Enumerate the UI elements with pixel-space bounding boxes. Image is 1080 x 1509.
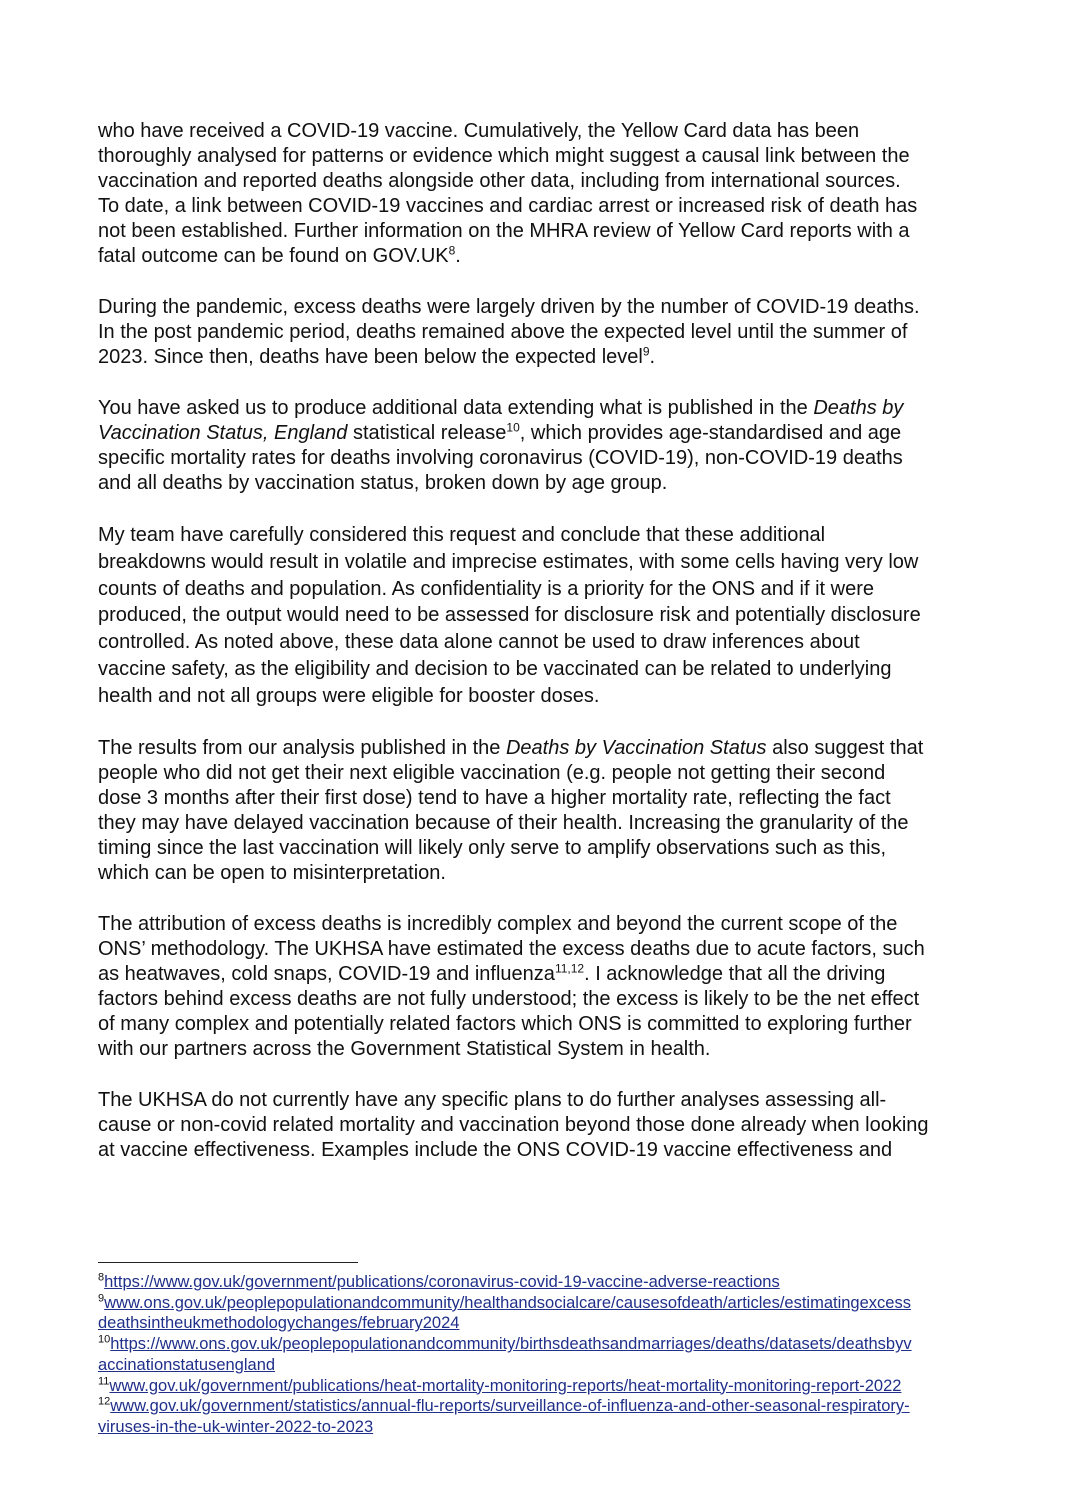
text-line xyxy=(98,1138,1018,1163)
paragraph xyxy=(98,119,1018,269)
text-line xyxy=(98,962,1018,987)
text-run: who have received a COVID-19 vaccine. Cumulatively, the Yellow Card data has been xyxy=(98,120,860,142)
text-run: factors behind excess deaths are not fully understood; the excess is likely to be the net effect xyxy=(98,987,920,1010)
text-run: In the post pandemic period, deaths remained above the expected level until the summer of xyxy=(98,321,908,343)
paragraph xyxy=(98,295,1018,370)
footnote-number: 12 xyxy=(98,1395,111,1408)
text-run: also suggest that xyxy=(766,736,924,759)
footnote xyxy=(98,1417,1018,1438)
text-run: You have asked us to produce additional data extending what is published in the xyxy=(98,397,814,419)
text-run: controlled. As noted above, these data alone cannot be used to draw inferences about xyxy=(98,631,860,654)
paragraph xyxy=(98,396,1018,496)
footnote-link[interactable]: accinationstatusengland xyxy=(98,1355,276,1374)
text-run: at vaccine effectiveness. Examples include the ONS COVID-19 vaccine effectiveness and xyxy=(98,1138,893,1161)
paragraph xyxy=(98,912,1018,1062)
text-line xyxy=(98,169,1018,194)
text-run: ONS’ methodology. The UKHSA have estimated the excess deaths due to acute factors, such xyxy=(98,937,925,960)
text-run: dose 3 months after their first dose) tend to have a higher mortality rate, reflecting the fact xyxy=(98,786,891,809)
text-line xyxy=(98,471,1018,496)
text-run: . xyxy=(649,346,656,368)
italic-title: Vaccination Status, England xyxy=(98,422,348,444)
text-line xyxy=(98,811,1018,836)
footnote xyxy=(98,1376,1018,1397)
footnote xyxy=(98,1313,1018,1334)
footnotes xyxy=(98,1272,1018,1438)
text-line xyxy=(98,549,1018,576)
text-run: they may have delayed vaccination because of their health. Increasing the granularity of the xyxy=(98,811,909,834)
text-run: vaccine safety, as the eligibility and decision to be vaccinated can be related to underlying xyxy=(98,657,892,680)
footnote-link[interactable]: www.gov.uk/government/publications/heat-mortality-monitoring-reports/heat-mortality-monitoring-report-2022 xyxy=(109,1376,902,1395)
italic-title: Deaths by xyxy=(813,397,904,419)
text-line xyxy=(98,446,1018,471)
footnote xyxy=(98,1396,1018,1417)
text-line xyxy=(98,1012,1018,1037)
text-run: fatal outcome can be found on GOV.UK xyxy=(98,245,449,267)
text-run: specific mortality rates for deaths involving coronavirus (COVID-19), non-COVID-19 deaths xyxy=(98,447,903,469)
footnote-link[interactable]: www.ons.gov.uk/peoplepopulationandcommunity/healthandsocialcare/causesofdeath/articles/estimatingexcess xyxy=(104,1293,911,1312)
paragraph xyxy=(98,736,1018,886)
footnote-reference: 11,12 xyxy=(554,960,585,975)
text-run: counts of deaths and population. As confidentiality is a priority for the ONS and if it were xyxy=(98,577,874,600)
footnote-number: 8 xyxy=(98,1271,105,1284)
footnote-divider xyxy=(98,1262,358,1263)
footnote-reference: 8 xyxy=(448,243,456,258)
text-run: produced, the output would need to be assessed for disclosure risk and potentially disclosure xyxy=(98,604,921,627)
text-run: To date, a link between COVID-19 vaccines and cardiac arrest or increased risk of death has xyxy=(98,195,918,217)
text-run: The UKHSA do not currently have any specific plans to do further analyses assessing all- xyxy=(98,1088,887,1111)
footnote-link[interactable]: www.gov.uk/government/statistics/annual-flu-reports/surveillance-of-influenza-and-other-seasonal-respiratory- xyxy=(110,1397,910,1416)
text-line xyxy=(98,656,1018,683)
text-line xyxy=(98,861,1018,886)
text-run: The attribution of excess deaths is incredibly complex and beyond the current scope of the xyxy=(98,912,898,935)
footnote xyxy=(98,1293,1018,1314)
text-line xyxy=(98,912,1018,937)
text-line xyxy=(98,1113,1018,1138)
text-line xyxy=(98,602,1018,629)
text-run: . xyxy=(455,245,461,267)
text-line xyxy=(98,683,1018,710)
italic-title: Deaths by Vaccination Status xyxy=(505,736,767,759)
footnote-number: 11 xyxy=(98,1375,110,1388)
text-line xyxy=(98,786,1018,811)
text-line xyxy=(98,244,1018,269)
text-run: breakdowns would result in volatile and imprecise estimates, with some cells having very low xyxy=(98,550,919,573)
text-run: timing since the last vaccination will likely only serve to amplify observations such as this, xyxy=(98,836,887,859)
text-line xyxy=(98,320,1018,345)
footnote-number: 10 xyxy=(98,1333,111,1346)
text-line xyxy=(98,194,1018,219)
text-line xyxy=(98,937,1018,962)
text-run: statistical release xyxy=(347,422,507,444)
text-run: health and not all groups were eligible for booster doses. xyxy=(98,684,600,707)
text-run: During the pandemic, excess deaths were largely driven by the number of COVID-19 deaths. xyxy=(98,296,920,318)
text-run: of many complex and potentially related factors which ONS is committed to exploring further xyxy=(98,1012,912,1035)
text-run: My team have carefully considered this request and conclude that these additional xyxy=(98,524,826,546)
text-line xyxy=(98,144,1018,169)
text-line xyxy=(98,345,1018,370)
footnote-link[interactable]: https://www.ons.gov.uk/peoplepopulationandcommunity/birthsdeathsandmarriages/deaths/datasets/deathsbyv xyxy=(110,1335,912,1354)
text-line xyxy=(98,736,1018,761)
text-line xyxy=(98,421,1018,446)
footnote-link[interactable]: https://www.gov.uk/government/publications/coronavirus-covid-19-vaccine-adverse-reactions xyxy=(104,1273,780,1291)
text-run: not been established. Further information on the MHRA review of Yellow Card reports with a xyxy=(98,220,910,242)
text-run: with our partners across the Government Statistical System in health. xyxy=(98,1037,711,1060)
footnote-link[interactable]: viruses-in-the-uk-winter-2022-to-2023 xyxy=(98,1417,374,1436)
footnote xyxy=(98,1272,1018,1293)
text-line xyxy=(98,119,1018,144)
text-run: vaccination and reported deaths alongside other data, including from international sources. xyxy=(98,170,901,192)
footnote-reference: 10 xyxy=(506,420,520,435)
text-run: and all deaths by vaccination status, broken down by age group. xyxy=(98,472,668,494)
text-run: as heatwaves, cold snaps, COVID-19 and influenza xyxy=(98,962,555,985)
text-line xyxy=(98,576,1018,603)
text-run: cause or non-covid related mortality and vaccination beyond those done already when looking xyxy=(98,1113,929,1136)
text-line xyxy=(98,1088,1018,1113)
paragraph xyxy=(98,522,1018,710)
text-run: thoroughly analysed for patterns or evidence which might suggest a causal link between the xyxy=(98,145,910,167)
text-line xyxy=(98,836,1018,861)
footnote-number: 9 xyxy=(98,1292,105,1305)
paragraph xyxy=(98,1088,1018,1163)
text-run: which can be open to misinterpretation. xyxy=(98,861,446,884)
footnote-reference: 9 xyxy=(642,344,650,359)
text-line xyxy=(98,219,1018,244)
text-run: 2023. Since then, deaths have been below the expected level xyxy=(98,346,643,368)
text-run: , which provides age-standardised and age xyxy=(519,422,902,444)
text-line xyxy=(98,1037,1018,1062)
text-run: people who did not get their next eligible vaccination (e.g. people not getting their second xyxy=(98,761,886,784)
footnote-link[interactable]: deathsintheukmethodologychanges/february2024 xyxy=(98,1314,460,1333)
text-line xyxy=(98,522,1018,549)
footnote xyxy=(98,1334,1018,1355)
letter-body xyxy=(98,119,1018,1189)
text-line xyxy=(98,761,1018,786)
footnote xyxy=(98,1355,1018,1376)
text-line xyxy=(98,987,1018,1012)
text-run: The results from our analysis published in the xyxy=(98,736,506,759)
text-line xyxy=(98,396,1018,421)
text-line xyxy=(98,629,1018,656)
text-line xyxy=(98,295,1018,320)
text-run: . I acknowledge that all the driving xyxy=(584,962,886,985)
